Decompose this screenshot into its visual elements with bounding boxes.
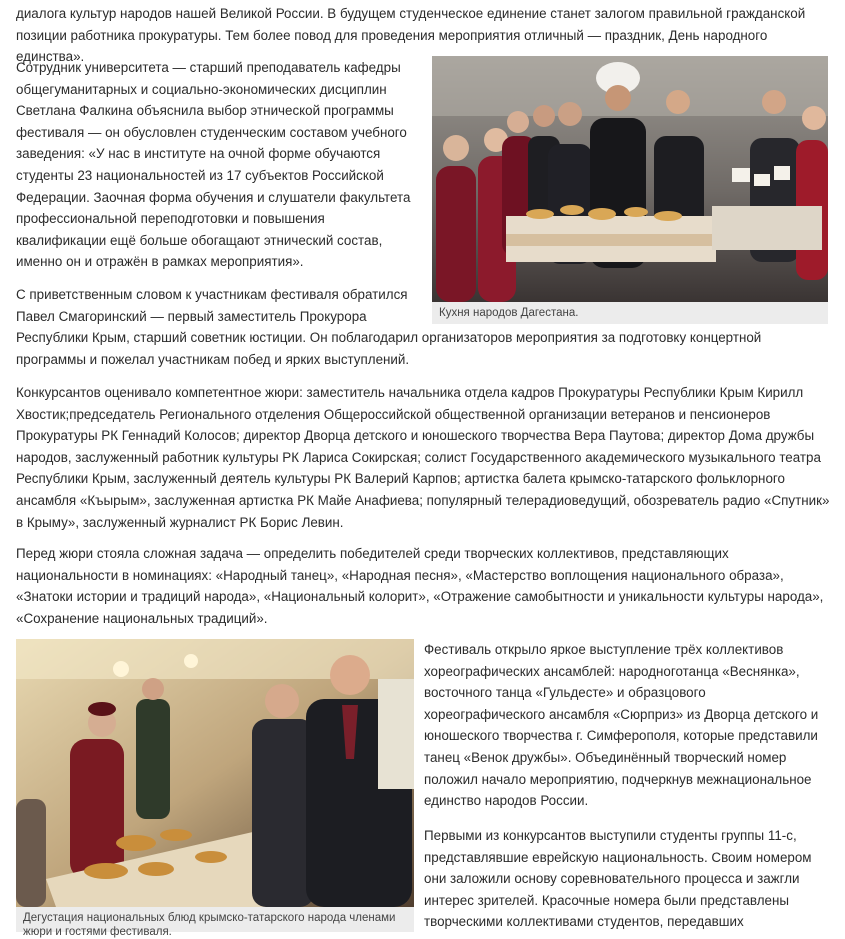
paragraph-first-contestants: Первыми из конкурсантов выступили студенты группы 11-с, представлявшие еврейскую национальность. Своим номером они заложили основу соревновательного процесса и зажгли интерес зрителей. Красочные номера были представлены творческими коллективами студентов, передавших: [424, 828, 812, 930]
caption-crimean-tatar-tasting: Дегустация национальных блюд крымско-татарского народа членами жюри и гостями фестиваля.: [23, 912, 396, 938]
paragraph-opening: Фестиваль открыло яркое выступление трёх коллективов хореографических ансамблей: народноготанца «Веснянка», восточного танца «Гульдесте» и образцового хореографического ансамбля «Сюрприз» из Дворца детского и юношеского творчества г. Симферополя, которые представили танец «Венок дружбы». Объединённый творческий номер положил начало мероприятию, подчеркнув межнациональное единство народов России.: [424, 642, 819, 809]
paragraph-nominations: Перед жюри стояла сложная задача — определить победителей среди творческих коллективов, представляющих национальности в номинациях: «Народный танец», «Народная песня», «Мастерство воплощения национального образа», «Знатоки истории и традиций народа», «Национальный колорит», «Отражение самобытности и уникальности культуры народа», «Сохранение национальных традиций».: [16, 546, 824, 626]
figure-dagestan-cuisine: [432, 56, 828, 324]
paragraph-smagorinsky-lead: С приветственным словом к участникам фестиваля обратился Павел Смагоринский — первый заместитель Прокурора: [16, 287, 408, 324]
figure-crimean-tatar-tasting: [16, 639, 414, 938]
photo-crimean-tatar-tasting[interactable]: [16, 639, 414, 907]
paragraph-intro-continued: диалога культур народов нашей Великой России. В будущем студенческое единение станет залогом правильной гражданской позиции работника прокуратуры. Тем более повод для проведения мероприятия отличный — праздник, День народного единства».: [16, 6, 806, 65]
photo-dagestan-cuisine[interactable]: [432, 56, 828, 302]
paragraph-smagorinsky-rest: Республики Крым, старший советник юстиции. Он поблагодарил организаторов мероприятия за подготовку концертной программы и пожелал участникам побед и ярких выступлений.: [16, 330, 762, 367]
caption-dagestan-cuisine: Кухня народов Дагестана.: [439, 307, 579, 319]
paragraph-falkina: Сотрудник университета — старший преподаватель кафедры общегуманитарных и социально-экономических дисциплин Светлана Фалкина объяснила выбор этнической программы фестиваля — он обусловлен студенческим составом учебного заведения: «У нас в институте на очной форме обучаются студенты 23 национальностей из 17 субъектов Российской Федерации. Заочная форма обучения и слушатели факультета профессиональной переподготовки и повышения квалификации ещё больше обогащают этнический состав, именно он и отражён в рамках мероприятия».: [16, 60, 411, 270]
paragraph-jury: Конкурсантов оценивало компетентное жюри: заместитель начальника отдела кадров Прокуратуры Республики Крым Кирилл Хвостик;председатель Регионального отделения Общероссийской общественной организации ветеранов и пенсионеров Прокуратуры РК Геннадий Колосов; директор Дворца детского и юношеского творчества Вера Паутова; директор Дома дружбы народов, заслуженный работник культуры РК Лариса Сокирская; солист Государственного академического музыкального театра Республики Крым, заслуженный деятель культуры РК Валерий Карпов; артистка балета крымско-татарского фольклорного ансамбля «Къырым», заслуженная артистка РК Майе Анафиева; популярный телерадиоведущий, обозреватель радио «Спутник» в Крыму», заслуженный журналист РК Борис Левин.: [16, 385, 830, 530]
